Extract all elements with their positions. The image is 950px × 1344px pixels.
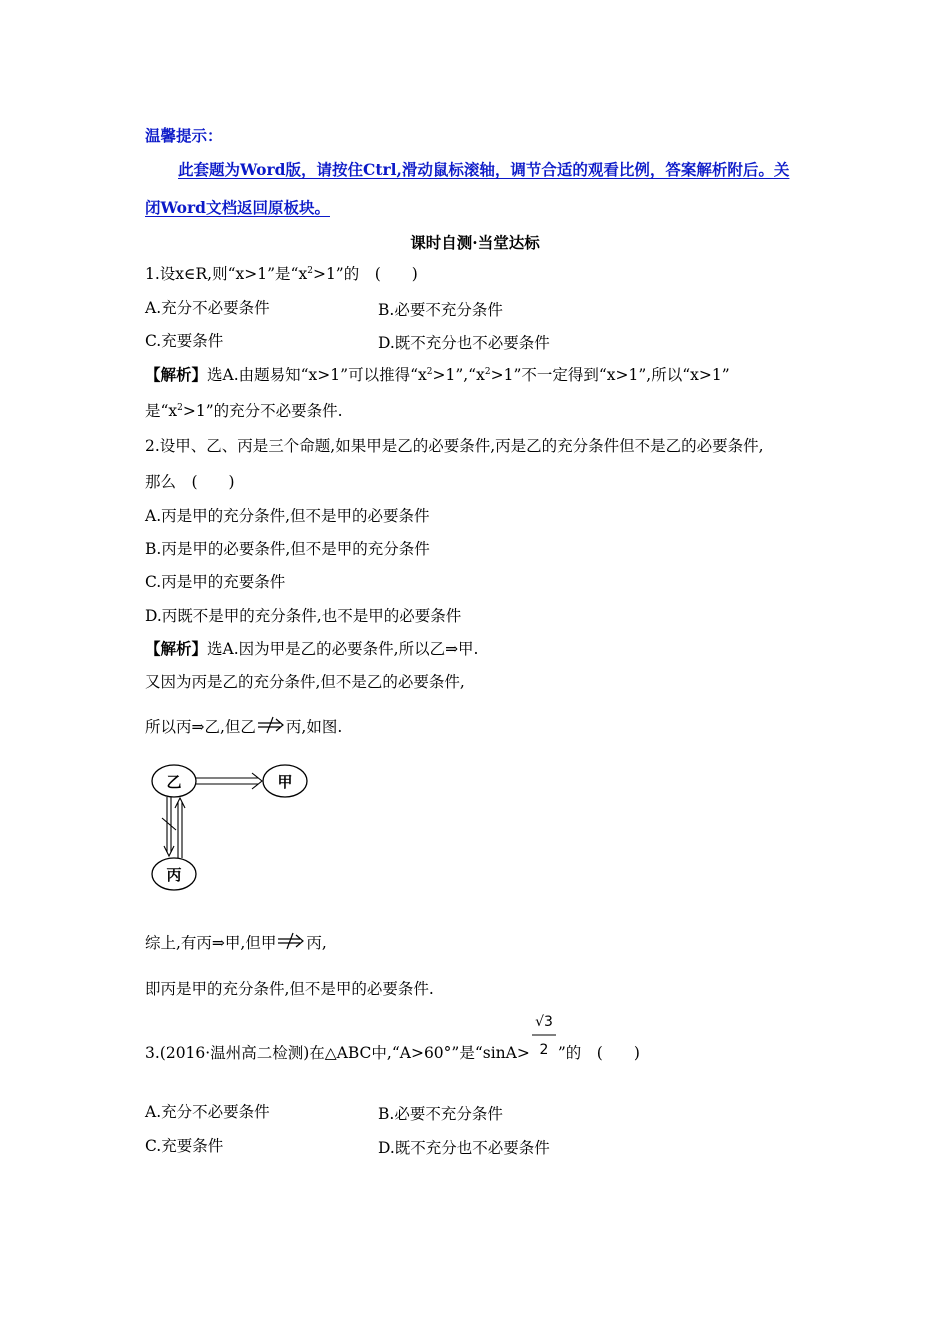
node-yi-label: 乙 <box>166 773 182 791</box>
q2-option-d: D.丙既不是甲的充分条件,也不是甲的必要条件 <box>145 607 462 625</box>
q2-analysis-3: 所以丙⇒乙,但乙 丙,如图. <box>145 714 342 737</box>
q3-option-a: A.充分不必要条件 <box>145 1103 270 1121</box>
q2-option-a: A.丙是甲的充分条件,但不是甲的必要条件 <box>145 507 430 525</box>
q1-option-a: A.充分不必要条件 <box>145 299 270 317</box>
tip-title: 温馨提示： <box>145 126 223 145</box>
implication-diagram <box>140 760 320 895</box>
q3-option-c: C.充要条件 <box>145 1137 224 1155</box>
not-implies-icon <box>276 930 306 952</box>
q1-option-b: B.必要不充分条件 <box>378 301 503 319</box>
q2-analysis: 【解析】选A.因为甲是乙的必要条件,所以乙⇒甲. <box>145 639 479 658</box>
q2-stem-cont: 那么 ( ) <box>145 473 235 491</box>
q2-option-c: C.丙是甲的充要条件 <box>145 573 286 591</box>
q3-option-b: B.必要不充分条件 <box>378 1105 503 1123</box>
q2-stem: 2.设甲、乙、丙是三个命题,如果甲是乙的必要条件,丙是乙的充分条件但不是乙的必要条件, <box>145 437 764 455</box>
q1-analysis-cont: 是“$x^2>1$”的充分不必要条件. <box>145 402 343 420</box>
tip-line-2[interactable]: 闭Word文档返回原板块。 <box>145 198 330 217</box>
q2-analysis-2: 又因为丙是乙的充分条件,但不是乙的必要条件, <box>145 673 465 691</box>
section-title: 课时自测·当堂达标 <box>410 233 540 252</box>
analysis-tag: 【解析】 <box>145 639 208 658</box>
q1-stem: 1.设x∈R,则“x>1”是“$x^2>1$”的 ( ) <box>145 265 418 283</box>
not-implies-icon <box>256 714 286 736</box>
node-bing-label: 丙 <box>166 866 182 884</box>
q2-option-b: B.丙是甲的必要条件,但不是甲的充分条件 <box>145 540 430 558</box>
q1-option-d: D.既不充分也不必要条件 <box>378 334 550 352</box>
q1-option-c: C.充要条件 <box>145 332 224 350</box>
q2-summary-1: 综上,有丙⇒甲,但甲 丙, <box>145 930 327 953</box>
q2-summary-2: 即丙是甲的充分条件,但不是甲的必要条件. <box>145 980 434 998</box>
svg-text:2: 2 <box>539 1042 549 1058</box>
svg-text:√3: √3 <box>534 1014 553 1030</box>
q3-stem: 3.(2016·温州高二检测)在△ABC中,“A>60°”是“sinA> √3 2 ”的 ( ) <box>145 1014 640 1062</box>
q1-analysis: 【解析】选A.由题易知“x>1”可以推得“$x^2>1”,“x^2>1$”不一定得到“x>1”,所以“x>1” <box>145 365 730 384</box>
analysis-tag: 【解析】 <box>145 365 208 384</box>
node-jia-label: 甲 <box>277 773 293 791</box>
q3-option-d: D.既不充分也不必要条件 <box>378 1139 550 1157</box>
tip-line-1[interactable]: 此套题为Word版，请按住Ctrl,滑动鼠标滚轴，调节合适的观看比例，答案解析附后。关 <box>178 160 790 179</box>
sqrt3-over-2 <box>530 1014 558 1060</box>
